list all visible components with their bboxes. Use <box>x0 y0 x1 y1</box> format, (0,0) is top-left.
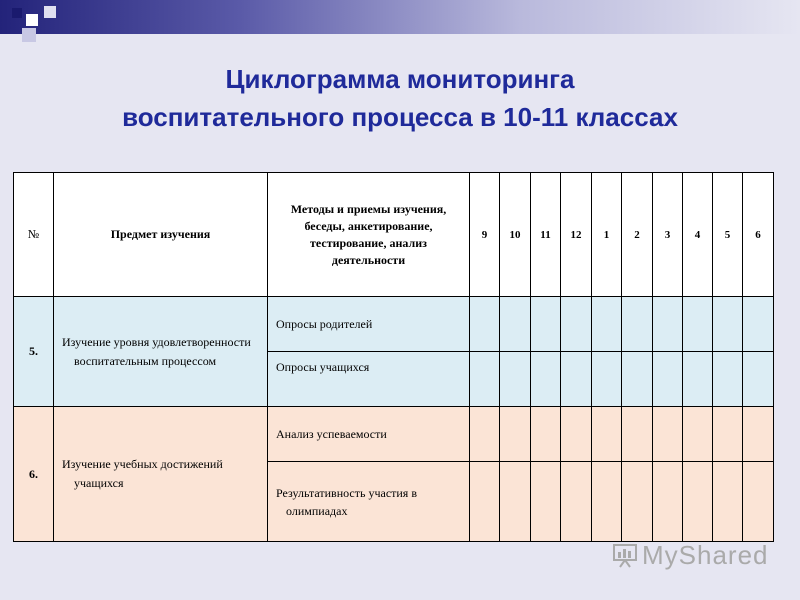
schedule-cell <box>743 407 774 462</box>
decor-square-2 <box>26 14 38 26</box>
schedule-cell <box>531 407 561 462</box>
header-month: 1 <box>592 173 622 297</box>
slide-title-line1: Циклограмма мониторинга <box>225 64 575 94</box>
decor-square-3 <box>22 28 36 42</box>
header-month: 12 <box>561 173 592 297</box>
schedule-cell <box>683 297 713 352</box>
schedule-cell <box>653 407 683 462</box>
schedule-cell <box>500 462 531 542</box>
monitoring-table <box>13 172 774 542</box>
schedule-cell <box>622 352 653 407</box>
schedule-cell <box>500 297 531 352</box>
schedule-cell <box>683 462 713 542</box>
table-row <box>14 297 774 352</box>
slide-title-line2: воспитательного процесса в 10-11 классах <box>122 102 678 132</box>
schedule-cell <box>713 407 743 462</box>
schedule-cell <box>531 297 561 352</box>
schedule-cell <box>653 297 683 352</box>
row-number: 5. <box>14 297 54 407</box>
header-month: 6 <box>743 173 774 297</box>
header-methods: Методы и приемы изучения, беседы, анкетирование, тестирование, анализ деятельности <box>268 173 470 297</box>
header-no: № <box>14 173 54 297</box>
header-month: 5 <box>713 173 743 297</box>
row-method: Опросы родителей <box>268 297 470 352</box>
header-row <box>14 173 774 297</box>
schedule-cell <box>713 462 743 542</box>
schedule-cell <box>653 462 683 542</box>
schedule-cell <box>622 462 653 542</box>
schedule-cell <box>500 352 531 407</box>
schedule-cell <box>592 462 622 542</box>
schedule-cell <box>622 297 653 352</box>
schedule-cell <box>592 407 622 462</box>
header-month: 4 <box>683 173 713 297</box>
schedule-cell <box>561 462 592 542</box>
header-subject: Предмет изучения <box>54 173 268 297</box>
watermark-logo: MyShared <box>642 540 769 570</box>
schedule-cell <box>561 407 592 462</box>
schedule-cell <box>470 407 500 462</box>
header-month: 10 <box>500 173 531 297</box>
schedule-cell <box>653 352 683 407</box>
header-month: 2 <box>622 173 653 297</box>
schedule-cell <box>470 297 500 352</box>
schedule-cell <box>743 352 774 407</box>
row-method: Анализ успеваемости <box>268 407 470 462</box>
schedule-cell <box>683 352 713 407</box>
schedule-cell <box>713 352 743 407</box>
schedule-cell <box>531 352 561 407</box>
schedule-cell <box>500 407 531 462</box>
header-month: 9 <box>470 173 500 297</box>
header-month: 11 <box>531 173 561 297</box>
schedule-cell <box>561 297 592 352</box>
decor-square-4 <box>44 6 56 18</box>
row-method: Результативность участия в олимпиадах <box>268 462 470 542</box>
schedule-cell <box>683 407 713 462</box>
decor-square-1 <box>12 8 22 18</box>
presentation-icon <box>612 542 638 568</box>
schedule-cell <box>561 352 592 407</box>
schedule-cell <box>743 462 774 542</box>
row-method: Опросы учащихся <box>268 352 470 407</box>
schedule-cell <box>592 352 622 407</box>
schedule-cell <box>592 297 622 352</box>
schedule-cell <box>470 352 500 407</box>
schedule-cell <box>531 462 561 542</box>
row-subject: Изучение учебных достижений учащихся <box>54 407 268 542</box>
row-number: 6. <box>14 407 54 542</box>
schedule-cell <box>622 407 653 462</box>
schedule-cell <box>713 297 743 352</box>
header-month: 3 <box>653 173 683 297</box>
schedule-cell <box>743 297 774 352</box>
row-subject: Изучение уровня удовлетворенности воспитательным процессом <box>54 297 268 407</box>
schedule-cell <box>470 462 500 542</box>
top-gradient-band <box>0 0 800 34</box>
table-row <box>14 407 774 462</box>
